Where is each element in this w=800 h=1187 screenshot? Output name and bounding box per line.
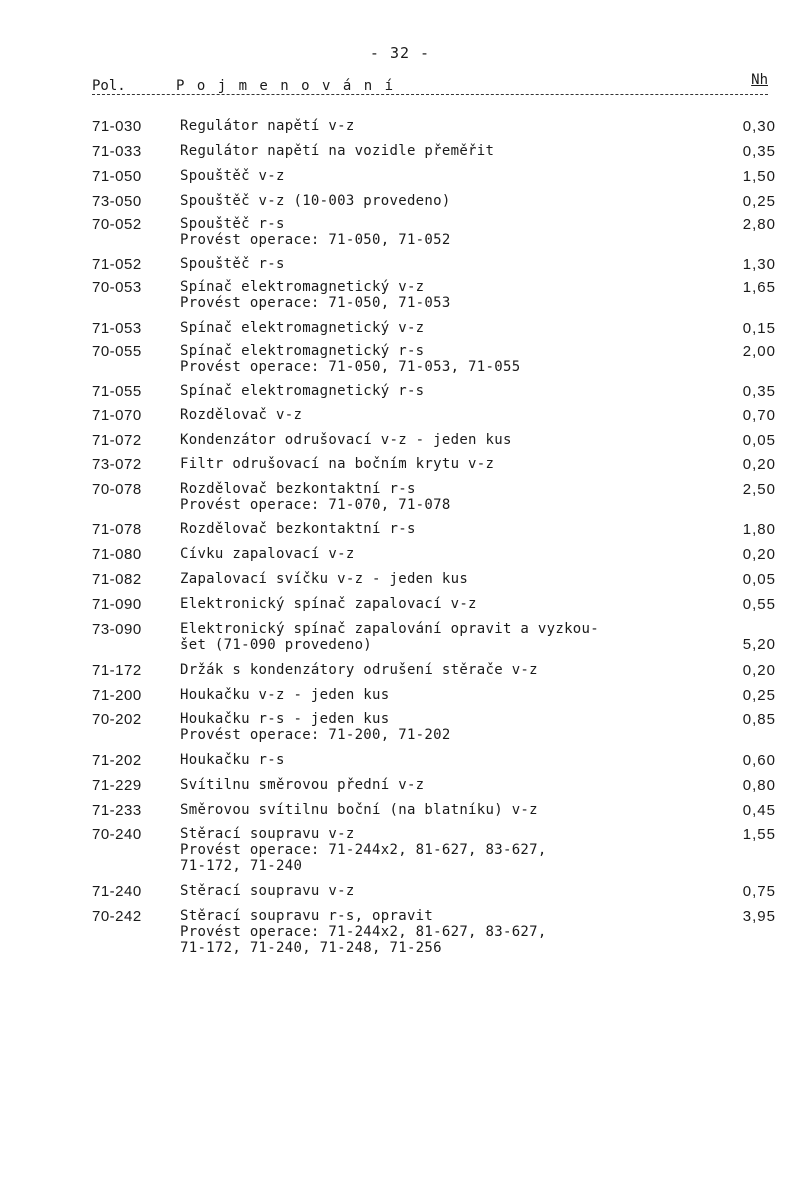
table-row (92, 481, 782, 513)
row-nh-value: 2,80 (742, 216, 776, 233)
table-row (92, 521, 782, 537)
row-description: Svítilnu směrovou přední v-z (180, 777, 425, 793)
table-row (92, 596, 782, 612)
row-description: Cívku zapalovací v-z (180, 546, 355, 562)
table-row (92, 143, 782, 159)
table-row (92, 826, 782, 874)
row-description: Regulátor napětí v-z (180, 118, 355, 134)
row-code: 73-072 (92, 456, 142, 473)
row-description: Stěrací soupravu r-s, opravit Provést operace: 71-244x2, 81-627, 83-627, 71-172, 71-240, 71-248, 71-256 (180, 908, 547, 956)
table-row (92, 383, 782, 399)
table-row (92, 662, 782, 678)
row-nh-value: 0,45 (742, 802, 776, 819)
row-description: Filtr odrušovací na bočním krytu v-z (180, 456, 495, 472)
row-code: 71-172 (92, 662, 142, 679)
row-description: Regulátor napětí na vozidle přeměřit (180, 143, 495, 159)
row-code: 71-082 (92, 571, 142, 588)
row-code: 71-050 (92, 168, 142, 185)
table-row (92, 777, 782, 793)
row-nh-value: 2,50 (742, 481, 776, 498)
row-description: Spínač elektromagnetický r-s (180, 383, 425, 399)
row-description: Spouštěč r-s (180, 256, 285, 272)
table-row (92, 546, 782, 562)
row-code: 71-233 (92, 802, 142, 819)
row-nh-value: 2,00 (742, 343, 776, 360)
row-code: 71-070 (92, 407, 142, 424)
row-code: 73-050 (92, 193, 142, 210)
table-row (92, 118, 782, 134)
row-description: Houkačku r-s - jeden kus Provést operace: 71-200, 71-202 (180, 711, 451, 743)
row-nh-value: 1,30 (742, 256, 776, 273)
table-row (92, 711, 782, 743)
row-code: 70-055 (92, 343, 142, 360)
row-nh-value: 0,70 (742, 407, 776, 424)
table-row (92, 752, 782, 768)
header-divider (92, 94, 768, 95)
row-nh-value: 0,35 (742, 143, 776, 160)
table-row (92, 320, 782, 336)
row-code: 73-090 (92, 621, 142, 638)
row-description: Stěrací soupravu v-z (180, 883, 355, 899)
row-code: 71-080 (92, 546, 142, 563)
row-code: 71-202 (92, 752, 142, 769)
row-description: Rozdělovač bezkontaktní r-s (180, 521, 416, 537)
row-nh-value: 0,80 (742, 777, 776, 794)
row-description: Zapalovací svíčku v-z - jeden kus (180, 571, 469, 587)
row-code: 71-090 (92, 596, 142, 613)
table-row (92, 216, 782, 248)
table-row (92, 571, 782, 587)
table-row (92, 256, 782, 272)
row-description: Spínač elektromagnetický v-z Provést operace: 71-050, 71-053 (180, 279, 451, 311)
page-number: - 32 - (369, 44, 431, 62)
row-description: Houkačku v-z - jeden kus (180, 687, 390, 703)
row-code: 71-030 (92, 118, 142, 135)
row-nh-value: 0,05 (742, 571, 776, 588)
column-header-pol: Pol. (92, 78, 126, 94)
table-row (92, 621, 782, 653)
table-row (92, 343, 782, 375)
row-description: Houkačku r-s (180, 752, 285, 768)
table-row (92, 168, 782, 184)
column-header-title: P o j m e n o v á n í (176, 78, 396, 94)
row-description: Elektronický spínač zapalování opravit a vyzkou- šet (71-090 provedeno) (180, 621, 599, 653)
row-nh-value: 0,35 (742, 383, 776, 400)
row-nh-value: 1,65 (742, 279, 776, 296)
row-nh-value: 0,25 (742, 687, 776, 704)
table-row (92, 687, 782, 703)
row-code: 70-053 (92, 279, 142, 296)
row-code: 70-240 (92, 826, 142, 843)
row-code: 70-078 (92, 481, 142, 498)
row-nh-value: 0,60 (742, 752, 776, 769)
row-code: 71-200 (92, 687, 142, 704)
table-row (92, 193, 782, 209)
table-row (92, 456, 782, 472)
row-code: 71-055 (92, 383, 142, 400)
table-row (92, 883, 782, 899)
row-code: 71-033 (92, 143, 142, 160)
column-header-nh: Nh (751, 72, 768, 88)
row-nh-value: 0,85 (742, 711, 776, 728)
row-description: Spouštěč v-z (10-003 provedeno) (180, 193, 451, 209)
row-nh-value: 0,15 (742, 320, 776, 337)
row-nh-value: 1,55 (742, 826, 776, 843)
row-description: Stěrací soupravu v-z Provést operace: 71-244x2, 81-627, 83-627, 71-172, 71-240 (180, 826, 547, 874)
row-nh-value: 0,20 (742, 456, 776, 473)
row-description: Spouštěč v-z (180, 168, 285, 184)
row-nh-value: 0,05 (742, 432, 776, 449)
row-nh-value: 1,80 (742, 521, 776, 538)
table-header (92, 70, 768, 94)
row-description: Spínač elektromagnetický r-s Provést operace: 71-050, 71-053, 71-055 (180, 343, 521, 375)
row-nh-value: 3,95 (742, 908, 776, 925)
row-description: Spínač elektromagnetický v-z (180, 320, 425, 336)
table-row (92, 802, 782, 818)
row-description: Spouštěč r-s Provést operace: 71-050, 71-052 (180, 216, 451, 248)
row-code: 71-240 (92, 883, 142, 900)
row-nh-value: 0,20 (742, 546, 776, 563)
table-row (92, 908, 782, 956)
row-description: Držák s kondenzátory odrušení stěrače v-z (180, 662, 538, 678)
row-nh-value: 0,20 (742, 662, 776, 679)
row-description: Rozdělovač v-z (180, 407, 303, 423)
row-code: 70-242 (92, 908, 142, 925)
row-description: Elektronický spínač zapalovací v-z (180, 596, 477, 612)
row-code: 71-053 (92, 320, 142, 337)
table-row (92, 407, 782, 423)
row-code: 70-202 (92, 711, 142, 728)
row-description: Kondenzátor odrušovací v-z - jeden kus (180, 432, 512, 448)
table-row (92, 279, 782, 311)
row-code: 71-072 (92, 432, 142, 449)
row-code: 71-229 (92, 777, 142, 794)
row-nh-value: 0,25 (742, 193, 776, 210)
row-code: 71-052 (92, 256, 142, 273)
operations-list (92, 118, 782, 956)
row-code: 71-078 (92, 521, 142, 538)
row-description: Rozdělovač bezkontaktní r-s Provést operace: 71-070, 71-078 (180, 481, 451, 513)
row-nh-value: 0,75 (742, 883, 776, 900)
row-description: Směrovou svítilnu boční (na blatníku) v-z (180, 802, 538, 818)
row-nh-value: 5,20 (742, 636, 776, 653)
row-nh-value: 1,50 (742, 168, 776, 185)
table-row (92, 432, 782, 448)
row-nh-value: 0,30 (742, 118, 776, 135)
row-nh-value: 0,55 (742, 596, 776, 613)
row-code: 70-052 (92, 216, 142, 233)
